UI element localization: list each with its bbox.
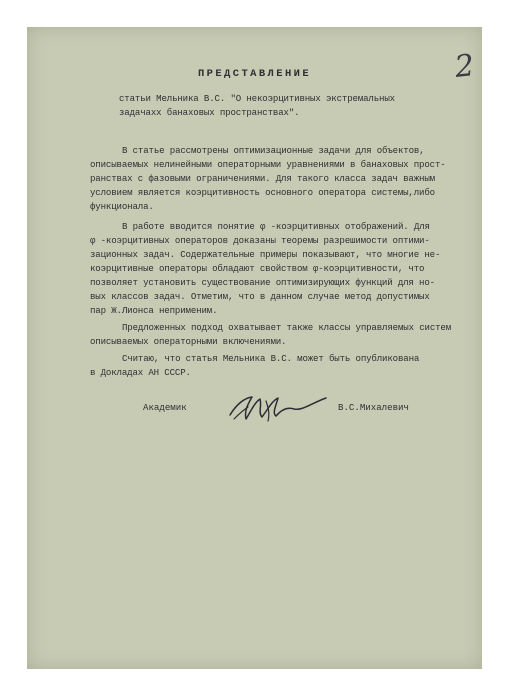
- paragraph-2-line-5: позволяет установить существование оптимизирующих функций для но-: [90, 277, 435, 288]
- paragraph-3-line-1: Предложенных подход охватывает также классы управляемых систем: [122, 322, 452, 333]
- document-page: [27, 27, 482, 669]
- handwritten-signature: [222, 389, 337, 425]
- paragraph-1-line-4: условием является коэрцитивность основного оператора системы,либо: [90, 187, 435, 198]
- paragraph-2-line-1: В работе вводится понятие φ -коэрцитивных отображений. Для: [122, 221, 430, 232]
- subtitle-line-2: задачахх банаховых пространствах".: [119, 107, 300, 118]
- paragraph-3-line-2: описываемых операторными включениями.: [90, 336, 287, 347]
- signatory-name: В.С.Михалевич: [338, 402, 409, 413]
- paragraph-4-line-1: Считаю, что статья Мельника В.С. может быть опубликована: [122, 353, 420, 364]
- paragraph-2-line-3: зационных задач. Содержательные примеры показывают, что многие не-: [90, 249, 441, 260]
- paragraph-2-line-4: коэрцитивные операторы обладают свойством φ-коэрцитивности, что: [90, 263, 425, 274]
- paragraph-4-line-2: в Докладах АН СССР.: [90, 367, 191, 378]
- subtitle-line-1: статьи Мельника В.С. "О некоэрцитивных экстремальных: [119, 93, 395, 104]
- paragraph-1-line-5: функционала.: [90, 201, 154, 212]
- paragraph-1-line-3: ранствах с фазовыми ограничениями. Для такого класса задач важным: [90, 173, 435, 184]
- document-title: ПРЕДСТАВЛЕНИЕ: [197, 68, 312, 80]
- signatory-title: Академик: [143, 402, 187, 413]
- paragraph-2-line-2: φ -коэрцитивных операторов доказаны теоремы разрешимости оптими-: [90, 235, 430, 246]
- paragraph-2-line-6: вых классов задач. Отметим, что в данном случае метод допустимых: [90, 291, 430, 302]
- paragraph-1-line-2: описываемых нелинейными операторными уравнениями в банаховых прост-: [90, 159, 446, 170]
- paragraph-2-line-7: пар Ж.Лионса неприменим.: [90, 305, 218, 316]
- paragraph-1-line-1: В статье рассмотрены оптимизационные задачи для объектов,: [122, 145, 425, 156]
- page-number: 2: [453, 48, 476, 85]
